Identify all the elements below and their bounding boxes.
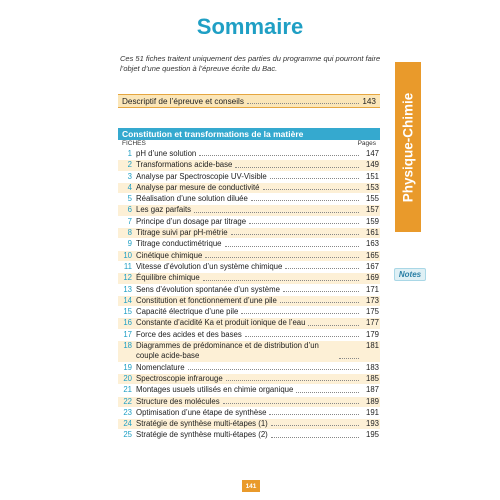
entry-label: Diagrammes de prédominance et de distribution d’un couple acide-base xyxy=(136,341,319,361)
entry-label: Équilibre chimique xyxy=(136,273,200,283)
entry-text-wrap xyxy=(136,251,362,261)
leader-dots xyxy=(308,325,359,326)
toc-entry[interactable] xyxy=(118,194,380,205)
entry-label: Capacité électrique d’une pile xyxy=(136,307,239,317)
leader-dots xyxy=(296,392,359,393)
entry-text-wrap xyxy=(136,397,362,407)
entry-number: 25 xyxy=(123,430,132,440)
entry-number: 24 xyxy=(123,419,132,429)
leader-dots xyxy=(251,200,359,201)
descriptif-page: 143 xyxy=(362,96,376,106)
toc-entry[interactable] xyxy=(118,363,380,374)
entry-page: 165 xyxy=(365,250,379,260)
leader-dots xyxy=(199,155,359,156)
entry-text-wrap xyxy=(136,205,362,215)
entry-label: Analyse par Spectroscopie UV-Visible xyxy=(136,171,267,181)
entry-page: 193 xyxy=(365,419,379,429)
entry-text-wrap xyxy=(136,307,362,317)
leader-dots xyxy=(283,291,359,292)
entry-label: Les gaz parfaits xyxy=(136,205,192,215)
entry-label: Constante d’acidité Ka et produit ionique de l’eau xyxy=(136,318,306,328)
entry-text-wrap xyxy=(136,330,362,340)
entry-page: 153 xyxy=(365,182,379,192)
entry-page: 177 xyxy=(365,318,379,328)
entry-text-wrap xyxy=(136,296,362,306)
toc-entry[interactable] xyxy=(118,374,380,385)
entry-label: Transformations acide-base xyxy=(136,160,233,170)
entry-page: 157 xyxy=(365,205,379,215)
entry-number: 9 xyxy=(127,239,132,249)
entry-number: 15 xyxy=(123,307,132,317)
toc-entry[interactable] xyxy=(118,217,380,228)
descriptif-entry[interactable] xyxy=(118,94,380,108)
entry-label: Stratégie de synthèse multi-étapes (1) xyxy=(136,419,268,429)
toc-entry[interactable] xyxy=(118,397,380,408)
leader-dots xyxy=(245,336,359,337)
entry-page: 189 xyxy=(365,396,379,406)
entry-number: 20 xyxy=(123,373,132,383)
toc-entry[interactable] xyxy=(118,251,380,262)
entry-text-wrap xyxy=(136,385,362,395)
entry-text-wrap xyxy=(136,363,362,373)
entry-text-wrap xyxy=(136,262,362,272)
toc-entry[interactable] xyxy=(118,273,380,284)
entry-number: 18 xyxy=(123,341,132,351)
entry-number: 12 xyxy=(123,273,132,283)
leader-dots xyxy=(285,268,359,269)
leader-dots xyxy=(280,302,359,303)
entry-label: Optimisation d’une étape de synthèse xyxy=(136,407,267,417)
entry-number: 13 xyxy=(123,284,132,294)
leader-dots xyxy=(235,167,359,168)
entry-label: Nomenclature xyxy=(136,362,185,372)
side-tab-label: Physique-Chimie xyxy=(400,92,416,202)
toc-entry[interactable] xyxy=(118,341,380,363)
entry-label: Stratégie de synthèse multi-étapes (2) xyxy=(136,430,268,440)
entry-page: 149 xyxy=(365,160,379,170)
toc-entry[interactable] xyxy=(118,318,380,329)
leader-dots xyxy=(226,380,359,381)
col-fiches: FICHES xyxy=(122,140,146,147)
entry-text-wrap xyxy=(136,194,362,204)
leader-dots xyxy=(270,178,359,179)
entry-label: Constitution et fonctionnement d’une pile xyxy=(136,295,277,305)
column-headers xyxy=(118,140,380,149)
entry-label: Principe d’un dosage par titrage xyxy=(136,216,247,226)
toc-entry[interactable] xyxy=(118,205,380,216)
leader-dots xyxy=(223,403,359,404)
entry-text-wrap xyxy=(136,430,362,440)
entry-label: Sens d’évolution spontanée d’un système xyxy=(136,284,280,294)
entry-page: 155 xyxy=(365,194,379,204)
entry-number: 4 xyxy=(127,182,132,192)
leader-dots xyxy=(271,425,359,426)
entry-page: 173 xyxy=(365,295,379,305)
entry-text-wrap xyxy=(136,408,362,418)
entry-number: 3 xyxy=(127,171,132,181)
entry-number: 1 xyxy=(127,149,132,158)
entry-label: Structure des molécules xyxy=(136,396,220,406)
entry-text-wrap xyxy=(136,172,362,182)
entry-page: 159 xyxy=(365,216,379,226)
entry-text-wrap xyxy=(136,160,362,170)
entry-text-wrap xyxy=(136,341,362,362)
toc-entry[interactable] xyxy=(118,239,380,250)
entry-page: 151 xyxy=(365,171,379,181)
leader-dots xyxy=(249,223,359,224)
entry-label: Réalisation d’une solution diluée xyxy=(136,194,248,204)
entry-page: 185 xyxy=(365,373,379,383)
leader-dots xyxy=(231,234,359,235)
descriptif-label: Descriptif de l’épreuve et conseils xyxy=(122,96,244,106)
entry-number: 16 xyxy=(123,318,132,328)
leader-dots xyxy=(263,189,359,190)
intro-text: Ces 51 fiches traitent uniquement des parties du programme qui pourront faire l’objet d’une question à l’épreuve écrite du Bac. xyxy=(120,54,381,73)
entry-label: Titrage conductimétrique xyxy=(136,239,222,249)
page-title: Sommaire xyxy=(196,14,304,39)
entry-text-wrap xyxy=(136,217,362,227)
toc-entry[interactable] xyxy=(118,160,380,171)
toc-entry[interactable] xyxy=(118,149,380,160)
entry-number: 11 xyxy=(123,261,132,271)
entry-text-wrap xyxy=(136,285,362,295)
toc-entry[interactable] xyxy=(118,262,380,273)
leader-dots xyxy=(194,212,359,213)
toc-entry[interactable] xyxy=(118,172,380,183)
entry-text-wrap xyxy=(136,419,362,429)
leader-dots xyxy=(205,257,359,258)
side-tab xyxy=(395,62,421,232)
entry-text-wrap xyxy=(136,239,362,249)
toc-entry[interactable] xyxy=(118,285,380,296)
leader-dots xyxy=(241,313,359,314)
toc-entry[interactable] xyxy=(118,330,380,341)
entry-number: 2 xyxy=(127,160,132,170)
toc-list xyxy=(118,149,380,442)
entry-page: 195 xyxy=(365,430,379,440)
entry-label: Vitesse d’évolution d’un système chimique xyxy=(136,261,283,271)
entry-page: 171 xyxy=(365,284,379,294)
entry-number: 21 xyxy=(123,385,132,395)
entry-number: 7 xyxy=(127,216,132,226)
toc-entry[interactable] xyxy=(118,307,380,318)
entry-text-wrap xyxy=(136,149,362,159)
entry-page: 191 xyxy=(365,407,379,417)
toc-entry[interactable] xyxy=(118,183,380,194)
entry-page: 147 xyxy=(365,149,379,158)
entry-text-wrap xyxy=(136,318,362,328)
leader-dots xyxy=(271,437,359,438)
entry-page: 169 xyxy=(365,273,379,283)
entry-number: 14 xyxy=(123,295,132,305)
entry-number: 8 xyxy=(127,228,132,238)
entry-number: 6 xyxy=(127,205,132,215)
leader-dots xyxy=(247,103,359,104)
leader-dots xyxy=(339,358,359,359)
entry-page: 161 xyxy=(365,228,379,238)
entry-label: Montages usuels utilisés en chimie organique xyxy=(136,385,294,395)
toc-entry[interactable] xyxy=(118,296,380,307)
entry-number: 19 xyxy=(123,362,132,372)
entry-label: Spectroscopie infrarouge xyxy=(136,373,223,383)
toc-entry[interactable] xyxy=(118,385,380,396)
leader-dots xyxy=(188,369,359,370)
entry-text-wrap xyxy=(136,228,362,238)
entry-page: 163 xyxy=(365,239,379,249)
entry-number: 17 xyxy=(123,329,132,339)
leader-dots xyxy=(225,246,359,247)
entry-label: Titrage suivi par pH-métrie xyxy=(136,228,228,238)
entry-page: 187 xyxy=(365,385,379,395)
entry-label: Cinétique chimique xyxy=(136,250,203,260)
entry-page: 167 xyxy=(365,261,379,271)
leader-dots xyxy=(269,414,359,415)
entry-page: 183 xyxy=(365,362,379,372)
entry-text-wrap xyxy=(136,183,362,193)
entry-page: 181 xyxy=(365,341,379,351)
section-header: Constitution et transformations de la matière xyxy=(118,128,380,140)
notes-badge: Notes xyxy=(394,268,426,281)
entry-number: 10 xyxy=(123,250,132,260)
entry-text-wrap xyxy=(136,374,362,384)
entry-text-wrap xyxy=(136,273,362,283)
entry-label: Analyse par mesure de conductivité xyxy=(136,182,260,192)
toc-entry[interactable] xyxy=(118,419,380,430)
entry-number: 23 xyxy=(123,407,132,417)
col-pages: Pages xyxy=(357,140,376,147)
entry-label: Force des acides et des bases xyxy=(136,329,242,339)
leader-dots xyxy=(203,280,359,281)
toc-entry[interactable] xyxy=(118,430,380,441)
entry-page: 175 xyxy=(365,307,379,317)
entry-number: 5 xyxy=(127,194,132,204)
entry-number: 22 xyxy=(123,396,132,406)
toc-entry[interactable] xyxy=(118,408,380,419)
entry-label: pH d’une solution xyxy=(136,149,197,158)
page-number: 141 xyxy=(242,480,260,492)
entry-page: 179 xyxy=(365,329,379,339)
toc-entry[interactable] xyxy=(118,228,380,239)
